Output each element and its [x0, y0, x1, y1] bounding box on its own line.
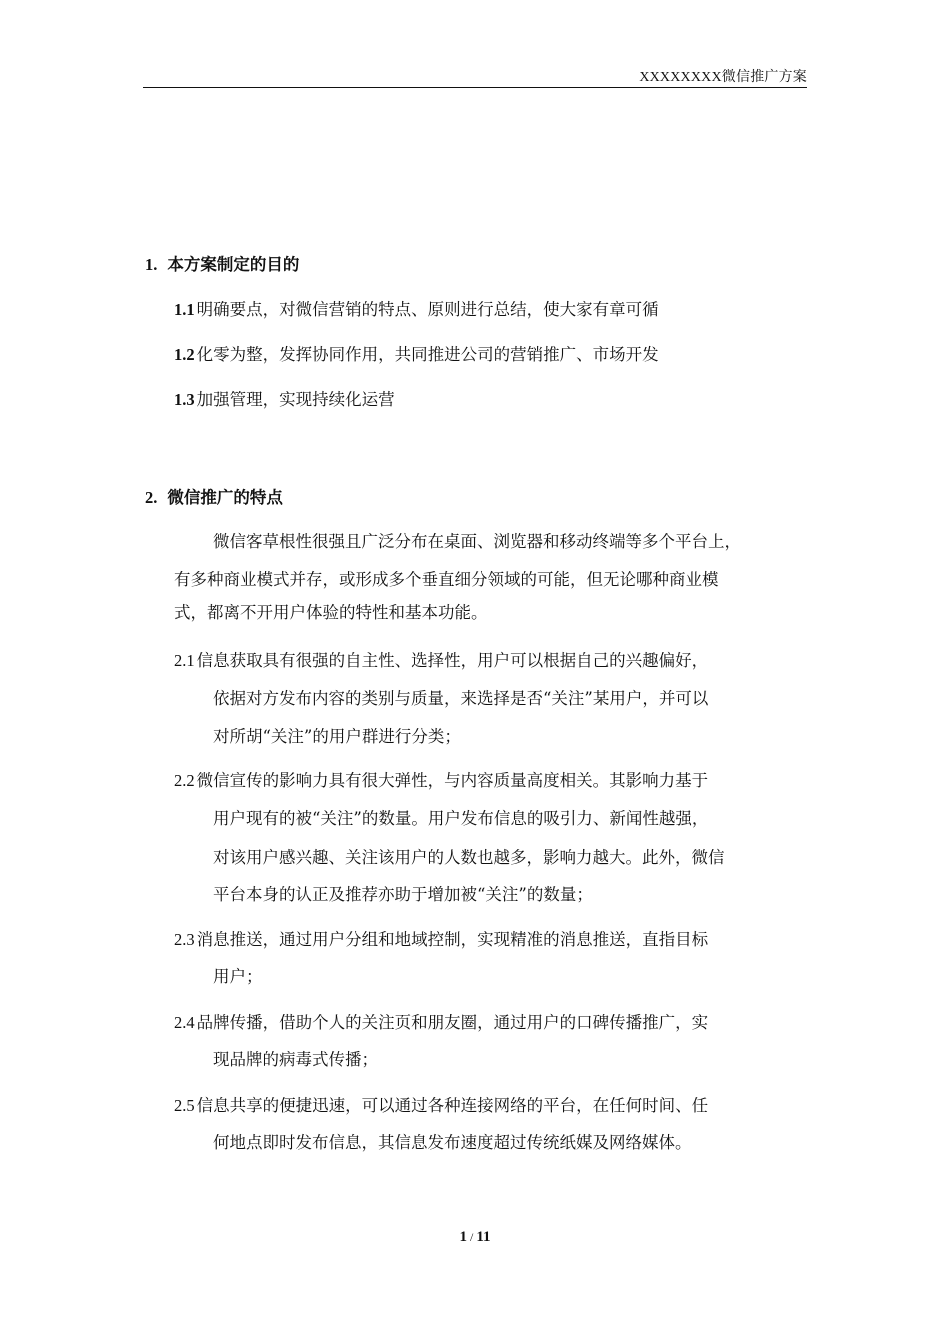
- section-1-item: [174, 296, 659, 320]
- item-number: 1.1: [174, 300, 195, 319]
- list-item-line: 对所胡“关注”的用户群进行分类；: [213, 727, 461, 746]
- intro-line: 式，都离不开用户体验的特性和基本功能。: [174, 603, 488, 622]
- current-page: 1: [459, 1229, 467, 1245]
- header-rule: [143, 87, 807, 88]
- section-2-heading: [145, 484, 283, 508]
- list-item-first-line: [174, 647, 708, 671]
- item-text: 微信宣传的影响力具有很大弹性，与内容质量高度相关。其影响力基于: [196, 771, 709, 790]
- item-text: 明确要点，对微信营销的特点、原则进行总结，使大家有章可循: [196, 300, 659, 319]
- section-2-number: 2.: [145, 488, 158, 507]
- section-2-title: 微信推广的特点: [167, 488, 283, 507]
- section-1-item: [174, 341, 659, 365]
- list-item-line: 平台本身的认正及推荐亦助于增加被“关注”的数量；: [213, 885, 593, 904]
- list-item-line: 用户；: [213, 967, 263, 986]
- item-text: 品牌传播，借助个人的关注页和朋友圈，通过用户的口碑传播推广，实: [196, 1013, 709, 1032]
- list-item-line: 依据对方发布内容的类别与质量，来选择是否“关注”某用户，并可以: [213, 689, 709, 708]
- page-separator: /: [469, 1230, 474, 1244]
- item-number: 2.1: [174, 651, 195, 670]
- item-text: 消息推送，通过用户分组和地域控制，实现精准的消息推送，直指目标: [196, 930, 709, 949]
- list-item-line: 何地点即时发布信息，其信息发布速度超过传统纸媒及网络媒体。: [213, 1133, 692, 1152]
- item-text: 化零为整，发挥协同作用，共同推进公司的营销推广、市场开发: [196, 345, 659, 364]
- section-1-number: 1.: [145, 255, 158, 274]
- section-1-heading: [145, 251, 299, 275]
- item-number: 1.3: [174, 390, 195, 409]
- item-number: 2.5: [174, 1096, 195, 1115]
- item-text: 信息共享的便捷迅速，可以通过各种连接网络的平台，在任何时间、任: [196, 1096, 709, 1115]
- list-item-first-line: [174, 1092, 708, 1116]
- page-number: [0, 1229, 950, 1246]
- header-title: XXXXXXXX微信推广方案: [639, 70, 807, 85]
- list-item-line: 对该用户感兴趣、关注该用户的人数也越多，影响力越大。此外，微信: [213, 848, 725, 867]
- item-number: 2.2: [174, 771, 195, 790]
- list-item-first-line: [174, 926, 708, 950]
- total-pages: 11: [476, 1229, 491, 1245]
- intro-line: 有多种商业模式并存，或形成多个垂直细分领域的可能，但无论哪种商业模: [174, 570, 719, 589]
- section-1-title: 本方案制定的目的: [167, 255, 300, 274]
- list-item-line: 用户现有的被“关注”的数量。用户发布信息的吸引力、新闻性越强，: [213, 809, 709, 828]
- item-number: 1.2: [174, 345, 195, 364]
- item-number: 2.4: [174, 1013, 195, 1032]
- section-1-item: [174, 386, 395, 410]
- item-text: 信息获取具有很强的自主性、选择性，用户可以根据自己的兴趣偏好，: [196, 651, 709, 670]
- list-item-first-line: [174, 767, 708, 791]
- list-item-line: 现品牌的病毒式传播；: [213, 1050, 378, 1069]
- list-item-first-line: [174, 1009, 708, 1033]
- intro-line: 微信客草根性很强且广泛分布在桌面、浏览器和移动终端等多个平台上，: [213, 532, 741, 551]
- item-text: 加强管理，实现持续化运营: [196, 390, 395, 409]
- item-number: 2.3: [174, 930, 195, 949]
